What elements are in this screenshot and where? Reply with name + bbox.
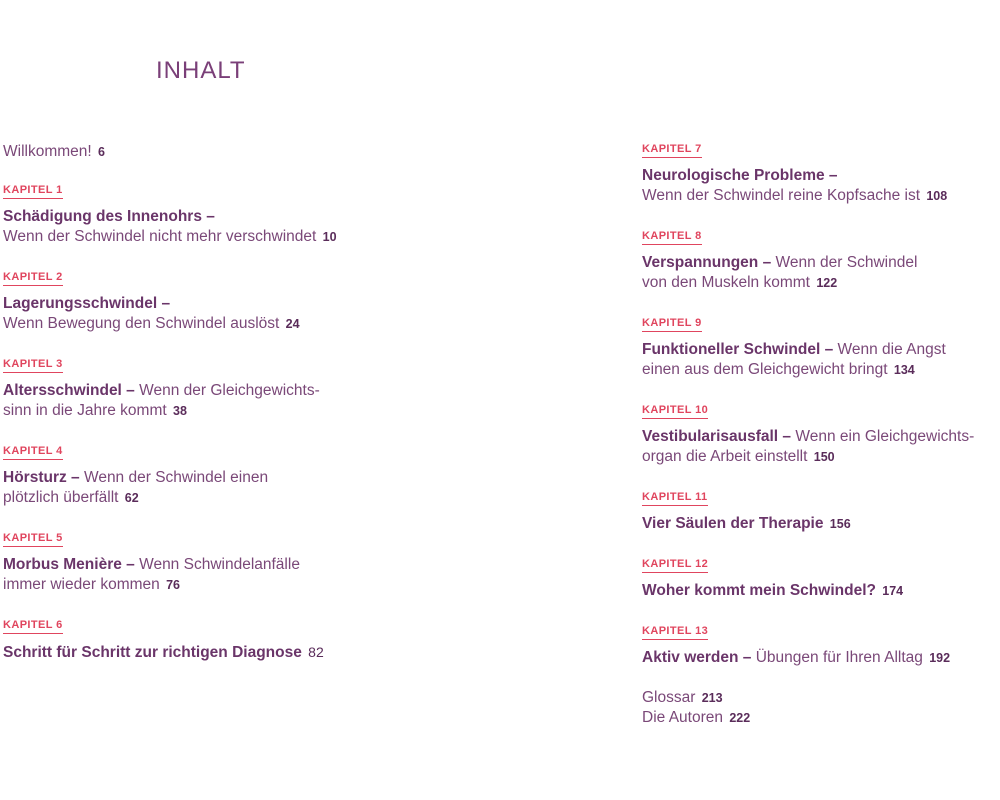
chapter-label: KAPITEL 13 xyxy=(642,625,708,640)
chapter-label: KAPITEL 4 xyxy=(3,445,63,460)
appendix-label: Glossar xyxy=(642,689,696,706)
chapter-label: KAPITEL 2 xyxy=(3,271,63,286)
toc-appendix-glossar xyxy=(642,688,1000,708)
welcome-page: 6 xyxy=(98,145,105,159)
chapter-page: 174 xyxy=(882,584,904,598)
chapter-title: Verspannungen – xyxy=(642,254,772,271)
chapter-label: KAPITEL 7 xyxy=(642,143,702,158)
chapter-label: KAPITEL 1 xyxy=(3,184,63,199)
chapter-subtitle: plötzlich überfällt xyxy=(3,489,119,506)
chapter-title: Vestibularisausfall – xyxy=(642,428,792,445)
chapter-title: Funktioneller Schwindel – xyxy=(642,341,834,358)
chapter-title: Schädigung des Innenohrs – xyxy=(3,208,215,225)
chapter-subtitle: Wenn der Schwindel reine Kopfsache ist xyxy=(642,187,921,204)
chapter-page: 134 xyxy=(893,363,915,377)
chapter-subtitle-start: Wenn der Schwindel xyxy=(775,254,918,271)
chapter-label: KAPITEL 11 xyxy=(642,491,708,506)
chapter-label: KAPITEL 8 xyxy=(642,230,702,245)
chapter-page: 192 xyxy=(929,651,951,665)
appendix-label: Die Autoren xyxy=(642,709,723,726)
chapter-title: Altersschwindel – xyxy=(3,382,135,399)
chapter-subtitle: immer wieder kommen xyxy=(3,576,160,593)
toc-chapter-3 xyxy=(3,354,373,421)
chapter-subtitle: Wenn der Schwindel nicht mehr verschwindet xyxy=(3,228,317,245)
chapter-label: KAPITEL 5 xyxy=(3,532,63,547)
chapter-page: 62 xyxy=(124,491,139,505)
chapter-subtitle: Wenn Bewegung den Schwindel auslöst xyxy=(3,315,280,332)
toc-chapter-8 xyxy=(642,226,1000,293)
appendix-page: 213 xyxy=(701,691,723,705)
toc-chapter-7 xyxy=(642,139,1000,206)
toc-left-column xyxy=(3,142,373,663)
chapter-subtitle-start: Wenn Schwindelanfälle xyxy=(139,556,300,573)
welcome-label: Willkommen! xyxy=(3,143,92,160)
toc-chapter-12 xyxy=(642,554,1000,601)
chapter-title: Woher kommt mein Schwindel? xyxy=(642,582,876,599)
appendix-page: 222 xyxy=(729,711,751,725)
chapter-subtitle-start: Wenn die Angst xyxy=(837,341,946,358)
toc-chapter-11 xyxy=(642,487,1000,534)
chapter-page: 108 xyxy=(926,189,948,203)
toc-chapter-13 xyxy=(642,621,1000,668)
chapter-page: 122 xyxy=(816,276,838,290)
chapter-label: KAPITEL 9 xyxy=(642,317,702,332)
toc-chapter-1 xyxy=(3,180,373,247)
chapter-page: 24 xyxy=(285,317,300,331)
toc-chapter-4 xyxy=(3,441,373,508)
toc-chapter-5 xyxy=(3,528,373,595)
chapter-title: Aktiv werden – xyxy=(642,649,752,666)
toc-chapter-10 xyxy=(642,400,1000,467)
chapter-subtitle-start: Wenn der Schwindel einen xyxy=(83,469,269,486)
toc-welcome-entry xyxy=(3,142,373,162)
chapter-subtitle: von den Muskeln kommt xyxy=(642,274,810,291)
chapter-subtitle-start: Wenn der Gleichgewichts- xyxy=(139,382,320,399)
chapter-page: 76 xyxy=(166,578,180,592)
toc-chapter-2 xyxy=(3,267,373,334)
toc-appendix-autoren xyxy=(642,708,1000,728)
chapter-title: Hörsturz – xyxy=(3,469,80,486)
chapter-subtitle: sinn in die Jahre kommt xyxy=(3,402,167,419)
chapter-label: KAPITEL 6 xyxy=(3,619,63,634)
chapter-page: 156 xyxy=(829,517,851,531)
chapter-page: 10 xyxy=(322,230,337,244)
chapter-subtitle-start: Wenn ein Gleichgewichts- xyxy=(795,428,975,445)
chapter-page: 150 xyxy=(813,450,835,464)
chapter-subtitle: Übungen für Ihren Alltag xyxy=(755,649,923,666)
chapter-label: KAPITEL 3 xyxy=(3,358,63,373)
chapter-label: KAPITEL 12 xyxy=(642,558,708,573)
chapter-title: Neurologische Probleme – xyxy=(642,167,838,184)
toc-right-column xyxy=(642,139,1000,728)
toc-chapter-6 xyxy=(3,615,373,663)
chapter-page: 82 xyxy=(308,644,324,660)
chapter-page: 38 xyxy=(173,404,187,418)
chapter-title: Morbus Menière – xyxy=(3,556,135,573)
chapter-subtitle: organ die Arbeit einstellt xyxy=(642,448,808,465)
toc-chapter-9 xyxy=(642,313,1000,380)
chapter-title: Schritt für Schritt zur richtigen Diagnose xyxy=(3,644,302,661)
chapter-label: KAPITEL 10 xyxy=(642,404,708,419)
chapter-title: Lagerungsschwindel – xyxy=(3,295,171,312)
chapter-title: Vier Säulen der Therapie xyxy=(642,515,824,532)
page-title: INHALT xyxy=(156,57,246,84)
chapter-subtitle: einen aus dem Gleichgewicht bringt xyxy=(642,361,888,378)
